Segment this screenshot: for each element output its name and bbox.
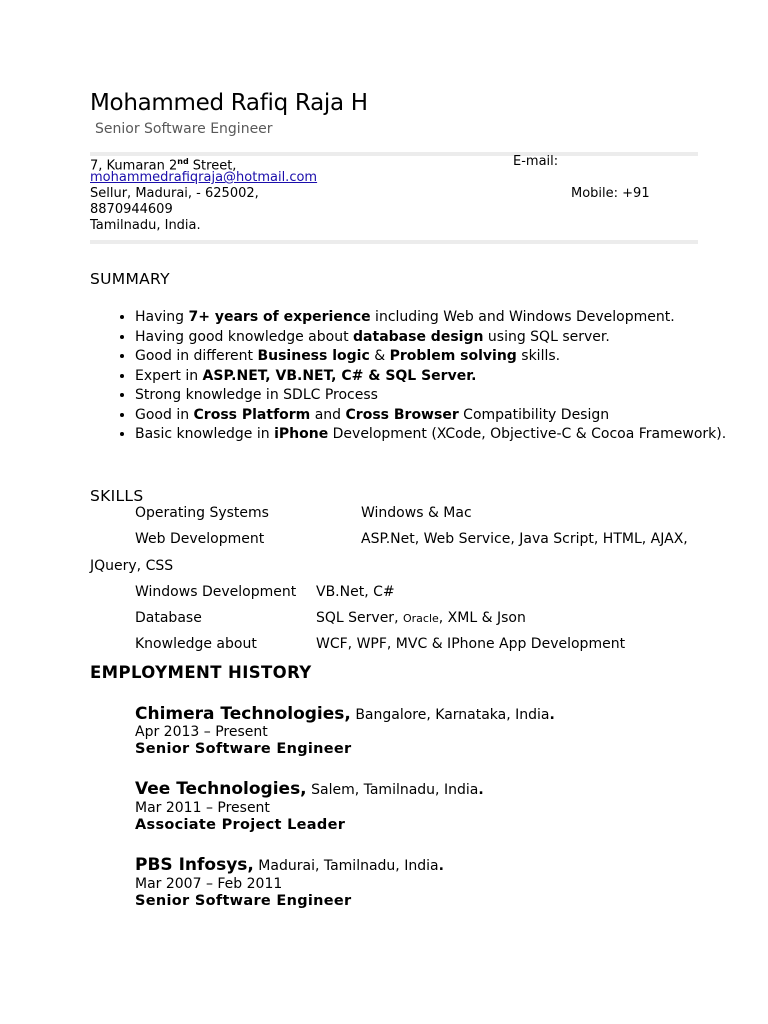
job-company-line: Vee Technologies, Salem, Tamilnadu, India. bbox=[135, 779, 484, 799]
summary-item: • Having good knowledge about database design using SQL server. bbox=[135, 328, 768, 348]
skill-label-database: Database bbox=[135, 610, 202, 626]
skill-value-database: SQL Server, Oracle, XML & Json bbox=[316, 610, 526, 626]
skills-heading: SKILLS bbox=[90, 487, 144, 505]
skill-value-windows: VB.Net, C# bbox=[316, 584, 395, 600]
summary-item: • Expert in ASP.NET, VB.NET, C# & SQL Server. bbox=[135, 367, 768, 387]
skill-value-web-cont: JQuery, CSS bbox=[90, 558, 174, 574]
job-role: Senior Software Engineer bbox=[135, 741, 352, 757]
job-company-line: PBS Infosys, Madurai, Tamilnadu, India. bbox=[135, 855, 444, 875]
summary-heading: SUMMARY bbox=[90, 270, 170, 288]
summary-item: • Good in different Business logic & Problem solving skills. bbox=[135, 347, 768, 367]
summary-item: • Good in Cross Platform and Cross Browser Compatibility Design bbox=[135, 406, 768, 426]
summary-item: • Strong knowledge in SDLC Process bbox=[135, 386, 768, 406]
email-link[interactable]: mohammedrafiqraja@hotmail.com bbox=[90, 170, 318, 185]
skill-value-knowledge: WCF, WPF, MVC & IPhone App Development bbox=[316, 636, 626, 652]
address-line-2: Sellur, Madurai, - 625002, bbox=[90, 186, 259, 201]
skill-label-windows: Windows Development bbox=[135, 584, 297, 600]
job-dates: Mar 2007 – Feb 2011 bbox=[135, 876, 283, 892]
skill-value-os: Windows & Mac bbox=[361, 505, 472, 521]
address-line-1: 7, Kumaran 2nd Street, bbox=[90, 157, 237, 174]
summary-item: • Having 7+ years of experience including Web and Windows Development. bbox=[135, 308, 768, 328]
employment-heading: EMPLOYMENT HISTORY bbox=[90, 663, 312, 682]
bottom-divider bbox=[90, 240, 698, 244]
summary-list bbox=[90, 308, 768, 445]
skill-label-knowledge: Knowledge about bbox=[135, 636, 257, 652]
address-line-3: Tamilnadu, India. bbox=[90, 218, 201, 233]
email-label: E-mail: bbox=[513, 154, 559, 169]
candidate-title: Senior Software Engineer bbox=[95, 121, 273, 137]
mobile-number: 8870944609 bbox=[90, 202, 173, 217]
job-role: Associate Project Leader bbox=[135, 817, 346, 833]
mobile-label: Mobile: +91 bbox=[571, 186, 650, 201]
job-dates: Apr 2013 – Present bbox=[135, 724, 268, 740]
skill-label-os: Operating Systems bbox=[135, 505, 269, 521]
skill-value-web: ASP.Net, Web Service, Java Script, HTML, AJAX, bbox=[361, 531, 688, 547]
skill-label-web: Web Development bbox=[135, 531, 265, 547]
job-company-line: Chimera Technologies, Bangalore, Karnataka, India. bbox=[135, 704, 555, 724]
job-role: Senior Software Engineer bbox=[135, 893, 352, 909]
summary-item: • Basic knowledge in iPhone Development (XCode, Objective-C & Cocoa Framework). bbox=[135, 425, 768, 445]
job-dates: Mar 2011 – Present bbox=[135, 800, 270, 816]
candidate-name: Mohammed Rafiq Raja H bbox=[90, 90, 368, 116]
